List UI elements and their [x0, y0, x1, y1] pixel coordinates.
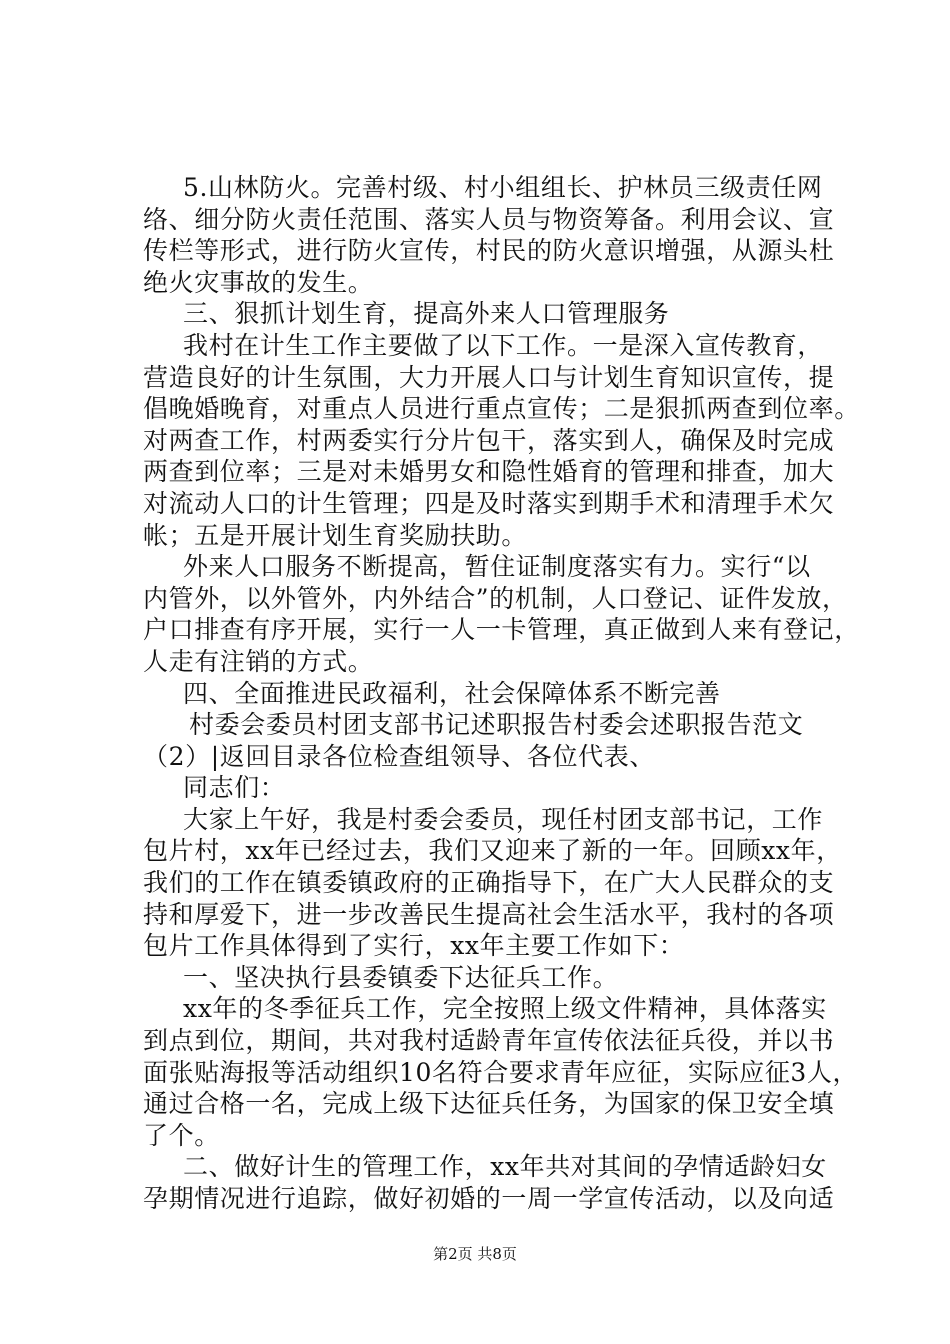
- section-heading: 四、全面推进民政福利，社会保障体系不断完善: [183, 678, 721, 708]
- paragraph-line: 户口排查有序开展，实行一人一卡管理，真正做到人来有登记，: [143, 615, 860, 645]
- paragraph-line: 持和厚爱下，进一步改善民生提高社会生活水平，我村的各项: [143, 899, 835, 929]
- paragraph-line: 两查到位率；三是对未婚男女和隐性婚育的管理和排查，加大: [143, 457, 835, 487]
- paragraph-line: 内管外，以外管外，内外结合”的机制，人口登记、证件发放，: [143, 583, 848, 613]
- paragraph-line: 孕期情况进行追踪，做好初婚的一周一学宣传活动，以及向适: [143, 1184, 835, 1213]
- paragraph-line: 传栏等形式，进行防火宣传，村民的防火意识增强，从源头杜: [143, 236, 835, 266]
- paragraph-line: 对流动人口的计生管理；四是及时落实到期手术和清理手术欠: [143, 488, 835, 518]
- page-number-footer: 第2页 共8页: [433, 1245, 517, 1263]
- paragraph-line: 包片村，xx年已经过去，我们又迎来了新的一年。回顾xx年，: [143, 836, 842, 866]
- document-page: [143, 172, 860, 1215]
- paragraph-line: 到点到位，期间，共对我村适龄青年宣传依法征兵役，并以书: [143, 1026, 835, 1056]
- paragraph-line: 络、细分防火责任范围、落实人员与物资筹备。利用会议、宣: [143, 204, 835, 234]
- paragraph-line: 通过合格一名，完成上级下达征兵任务，为国家的保卫安全填: [143, 1089, 835, 1119]
- section-heading: 二、做好计生的管理工作，xx年共对其间的孕情适龄妇女: [183, 1152, 827, 1182]
- paragraph-line: 大家上午好，我是村委会委员，现任村团支部书记，工作: [183, 804, 824, 834]
- report-title: 村委会委员村团支部书记述职报告村委会述职报告范文: [189, 710, 804, 740]
- section-heading: 三、狠抓计划生育，提高外来人口管理服务: [183, 299, 670, 329]
- paragraph-line: 包片工作具体得到了实行，xx年主要工作如下：: [143, 931, 685, 961]
- paragraph-line: 了个。: [143, 1120, 220, 1150]
- paragraph-line: 对两查工作，村两委实行分片包干，落实到人，确保及时完成: [143, 425, 835, 455]
- paragraph-line: 帐；五是开展计划生育奖励扶助。: [143, 520, 528, 550]
- paragraph-line: 营造良好的计生氛围，大力开展人口与计划生育知识宣传，提: [143, 362, 835, 392]
- report-title-continued: （2）|返回目录各位检查组领导、各位代表、: [143, 741, 655, 771]
- paragraph-line: 5.山林防火。完善村级、村小组组长、护林员三级责任网: [183, 173, 823, 202]
- paragraph-line: 倡晚婚晚育，对重点人员进行重点宣传；二是狠抓两查到位率。: [143, 394, 860, 424]
- salutation: 同志们：: [183, 773, 286, 803]
- paragraph-line: 绝火灾事故的发生。: [143, 267, 374, 297]
- paragraph-line: 外来人口服务不断提高，暂住证制度落实有力。实行“以: [183, 552, 811, 582]
- section-heading: 一、坚决执行县委镇委下达征兵工作。: [183, 962, 619, 992]
- paragraph-line: 人走有注销的方式。: [143, 646, 374, 676]
- paragraph-line: 我们的工作在镇委镇政府的正确指导下，在广大人民群众的支: [143, 868, 835, 898]
- paragraph-line: 我村在计生工作主要做了以下工作。一是深入宣传教育，: [183, 330, 824, 360]
- paragraph-line: 面张贴海报等活动组织10名符合要求青年应征，实际应征3人，: [143, 1057, 859, 1087]
- paragraph-line: xx年的冬季征兵工作，完全按照上级文件精神，具体落实: [183, 994, 827, 1024]
